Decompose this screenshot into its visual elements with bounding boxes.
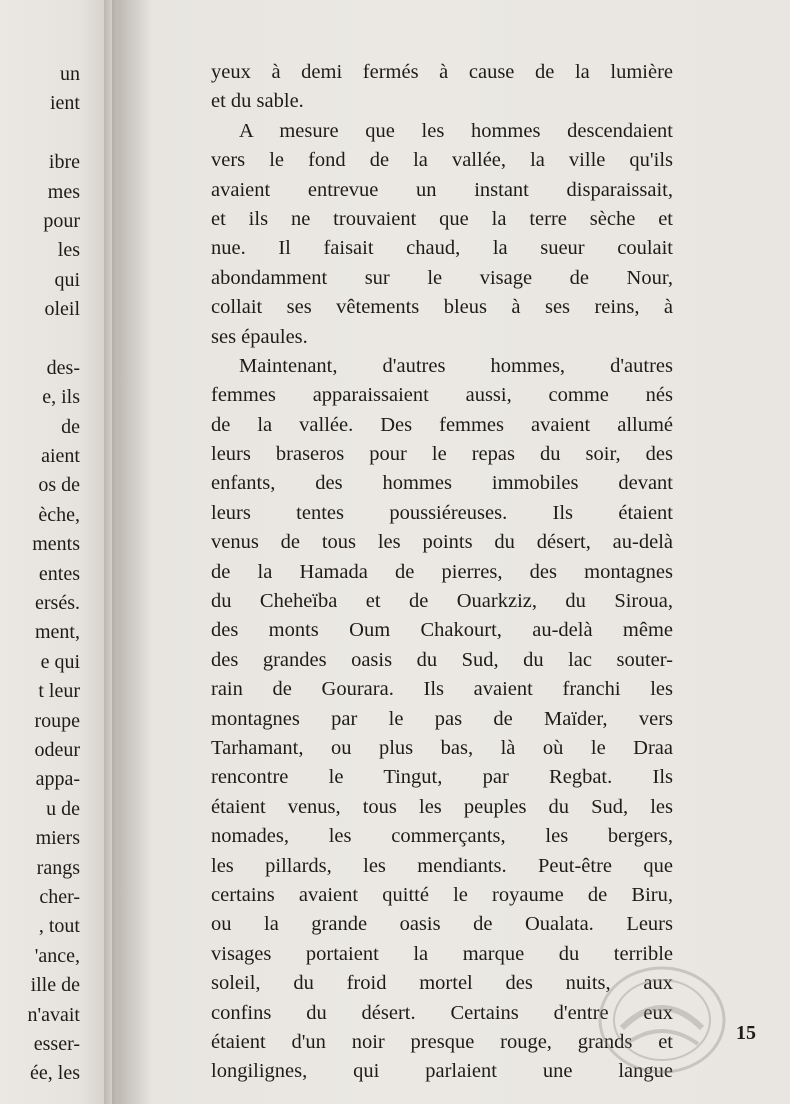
body-text-line: ou la grande oasis de Oualata. Leurs: [211, 913, 673, 936]
body-text-line: leurs tentes poussiéreuses. Ils étaient: [211, 501, 673, 524]
left-page-line: [28, 325, 80, 354]
left-page-line: aient: [41, 445, 80, 468]
left-page-line: pour: [43, 209, 80, 232]
left-page-line: un: [60, 63, 80, 85]
left-page-line: e, ils: [42, 386, 80, 409]
left-page-line: èche,: [38, 503, 80, 526]
left-page: [0, 0, 112, 1104]
left-page-line: n'avait: [27, 1003, 80, 1026]
left-page-line: rangs: [36, 856, 80, 879]
body-text-line: et ils ne trouvaient que la terre sèche et: [211, 207, 673, 230]
left-page-line: qui: [54, 268, 80, 291]
body-text-line: vers le fond de la vallée, la ville qu'ils: [211, 149, 673, 172]
body-text-line: rencontre le Tingut, par Regbat. Ils: [211, 766, 673, 789]
left-page-line: ée, les: [30, 1062, 80, 1085]
left-page-line: esser-: [33, 1032, 80, 1055]
body-text-line: nomades, les commerçants, les bergers,: [211, 825, 673, 848]
body-text-line: yeux à demi fermés à cause de la lumière: [211, 61, 673, 83]
body-text-line: enfants, des hommes immobiles devant: [211, 472, 673, 495]
left-page-line: ersés.: [35, 592, 80, 615]
left-page-line: cher-: [39, 885, 80, 908]
left-page-line: u de: [46, 797, 80, 820]
left-page-line: des-: [46, 356, 80, 379]
right-page-body-text: [211, 58, 673, 1087]
body-text-line: certains avaient quitté le royaume de Biru,: [211, 883, 673, 906]
left-page-line: ment,: [35, 621, 80, 644]
body-text-line: de la vallée. Des femmes avaient allumé: [211, 413, 673, 436]
left-page-line: , tout: [38, 915, 80, 938]
body-text-line: du Cheheïba et de Ouarkziz, du Siroua,: [211, 590, 673, 613]
body-text-line: confins du désert. Certains d'entre eux: [211, 1001, 673, 1024]
left-page-line: ments: [32, 533, 80, 556]
body-text-line: abondamment sur le visage de Nour,: [211, 266, 673, 289]
body-text-line: Tarhamant, ou plus bas, là où le Draa: [211, 736, 673, 759]
store-watermark-seal: [582, 958, 732, 1088]
body-text-line: les pillards, les mendiants. Peut-être que: [211, 854, 673, 877]
body-text-line: soleil, du froid mortel des nuits, aux: [211, 972, 673, 995]
left-page-line: t leur: [38, 680, 80, 703]
page-number: 15: [736, 1022, 756, 1044]
body-text-line: longilignes, qui parlaient une langue: [211, 1060, 673, 1083]
left-page-line: de: [61, 415, 80, 438]
body-text-line: étaient venus, tous les peuples du Sud, les: [211, 795, 673, 818]
left-page-line: miers: [35, 827, 80, 850]
body-text-line: avaient entrevue un instant disparaissait,: [211, 178, 673, 201]
body-text-line: venus de tous les points du désert, au-delà: [211, 531, 673, 554]
body-text-line: des grandes oasis du Sud, du lac souter-: [211, 648, 673, 671]
left-page-line: entes: [38, 562, 80, 585]
left-page-line: e qui: [40, 650, 80, 673]
left-page-line: ibre: [48, 151, 80, 174]
body-text-line: A mesure que les hommes descendaient: [239, 119, 673, 142]
body-text-line: et du sable.: [211, 90, 304, 113]
left-page-line: 'ance,: [34, 944, 80, 967]
left-page-line: ille de: [30, 974, 80, 997]
body-text-line: rain de Gourara. Ils avaient franchi les: [211, 678, 673, 701]
left-page-text-fragments: [28, 60, 80, 1089]
left-page-line: odeur: [34, 738, 80, 761]
body-text-line: ses épaules.: [211, 325, 308, 348]
left-page-line: mes: [47, 180, 80, 203]
body-text-line: collait ses vêtements bleus à ses reins, à: [211, 296, 673, 319]
body-text-line: nue. Il faisait chaud, la sueur coulait: [211, 237, 673, 260]
left-page-line: roupe: [34, 709, 80, 732]
body-text-line: femmes apparaissaient aussi, comme nés: [211, 384, 673, 407]
body-text-line: de la Hamada de pierres, des montagnes: [211, 560, 673, 583]
left-page-line: les: [57, 239, 80, 262]
left-page-line: appa-: [35, 768, 80, 791]
body-text-line: Maintenant, d'autres hommes, d'autres: [239, 354, 673, 377]
left-page-line: os de: [38, 474, 80, 497]
left-page-line: oleil: [44, 298, 80, 321]
left-page-line: ient: [50, 92, 80, 115]
body-text-line: montagnes par le pas de Maïder, vers: [211, 707, 673, 730]
body-text-line: des monts Oum Chakourt, au-delà même: [211, 619, 673, 642]
body-text-line: leurs braseros pour le repas du soir, des: [211, 443, 673, 466]
left-page-line: [28, 119, 80, 148]
body-text-line: étaient d'un noir presque rouge, grands et: [211, 1030, 673, 1053]
page-curve-shadow: [112, 0, 152, 1104]
body-text-line: visages portaient la marque du terrible: [211, 942, 673, 965]
